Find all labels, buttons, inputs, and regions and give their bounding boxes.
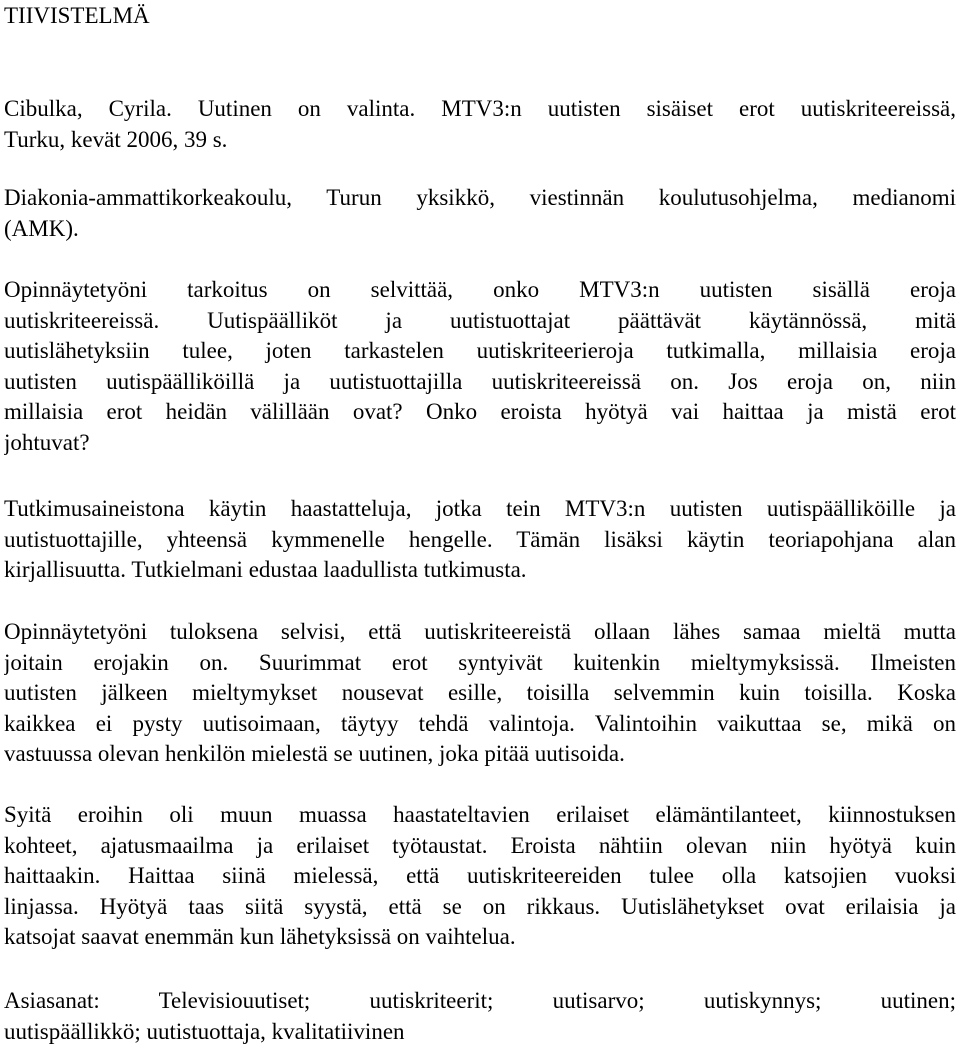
text-line: Diakonia-ammattikorkeakoulu, Turun yksikkö, viestinnän koulutusohjelma, medianomi bbox=[4, 185, 956, 210]
paragraph-purpose bbox=[4, 275, 956, 459]
text-line: uutispäällikkö; uutistuottaja, kvalitatiivinen bbox=[4, 1018, 405, 1044]
paragraph-reasons bbox=[4, 800, 956, 953]
text-line: kirjallisuutta. Tutkielmani edustaa laadullista tutkimusta. bbox=[4, 557, 527, 583]
text-line: uutistuottajille, yhteensä kymmenelle hengelle. Tämän lisäksi käytin teoriapohjana alan bbox=[4, 526, 956, 552]
text-line: Turku, kevät 2006, 39 s. bbox=[4, 126, 228, 152]
text-line: uutiskriteereissä. Uutispäälliköt ja uutistuottajat päättävät käytännössä, mitä bbox=[4, 307, 956, 333]
text-line: uutislähetyksiin tulee, joten tarkastelen uutiskriteerieroja tutkimalla, millaisia eroja bbox=[4, 338, 956, 364]
text-line: uutisten jälkeen mieltymykset nousevat esille, toisilla selvemmin kuin toisilla. Koska bbox=[4, 680, 956, 706]
text-line: haittaakin. Haittaa siinä mielessä, että uutiskriteereiden tulee olla katsojien vuoksi bbox=[4, 863, 956, 889]
text-line: linjassa. Hyötyä taas siitä syystä, että se on rikkaus. Uutislähetykset ovat erilaisia ja bbox=[4, 893, 956, 919]
paragraph-institution bbox=[4, 183, 956, 244]
text-line: millaisia erot heidän välillään ovat? Onko eroista hyötyä vai haittaa ja mistä erot bbox=[4, 399, 956, 425]
text-line: uutisten uutispäälliköillä ja uutistuottajilla uutiskriteereissä on. Jos eroja on, niin bbox=[4, 368, 956, 394]
document-title: TIIVISTELMÄ bbox=[4, 3, 150, 28]
text-line: Cibulka, Cyrila. Uutinen on valinta. MTV3:n uutisten sisäiset erot uutiskriteereissä, bbox=[4, 96, 956, 121]
text-line: kaikkea ei pysty uutisoimaan, täytyy tehdä valintoja. Valintoihin vaikuttaa se, mikä on bbox=[4, 710, 956, 736]
text-line: Tutkimusaineistona käytin haastatteluja, jotka tein MTV3:n uutisten uutispäälliköille ja bbox=[4, 496, 956, 521]
paragraph-method bbox=[4, 494, 956, 586]
text-line: katsojat saavat enemmän kun lähetyksissä on vaihtelua. bbox=[4, 924, 516, 950]
text-line: Opinnäytetyöni tarkoitus on selvittää, onko MTV3:n uutisten sisällä eroja bbox=[4, 277, 956, 302]
text-line: joitain erojakin on. Suurimmat erot syntyivät kuitenkin mieltymyksissä. Ilmeisten bbox=[4, 649, 956, 675]
text-line: Asiasanat: Televisiouutiset; uutiskriteerit; uutisarvo; uutiskynnys; uutinen; bbox=[4, 988, 956, 1013]
text-line: Syitä eroihin oli muun muassa haastateltavien erilaiset elämäntilanteet, kiinnostuksen bbox=[4, 802, 956, 827]
text-line: Opinnäytetyöni tuloksena selvisi, että uutiskriteereistä ollaan lähes samaa mieltä mutta bbox=[4, 619, 956, 644]
paragraph-keywords bbox=[4, 986, 956, 1047]
text-line: kohteet, ajatusmaailma ja erilaiset työtaustat. Eroista nähtiin olevan niin hyötyä kuin bbox=[4, 832, 956, 858]
text-line: johtuvat? bbox=[4, 429, 90, 455]
paragraph-results bbox=[4, 617, 956, 770]
paragraph-citation bbox=[4, 94, 956, 155]
text-line: (AMK). bbox=[4, 215, 79, 241]
text-line: vastuussa olevan henkilön mielestä se uutinen, joka pitää uutisoida. bbox=[4, 741, 625, 767]
